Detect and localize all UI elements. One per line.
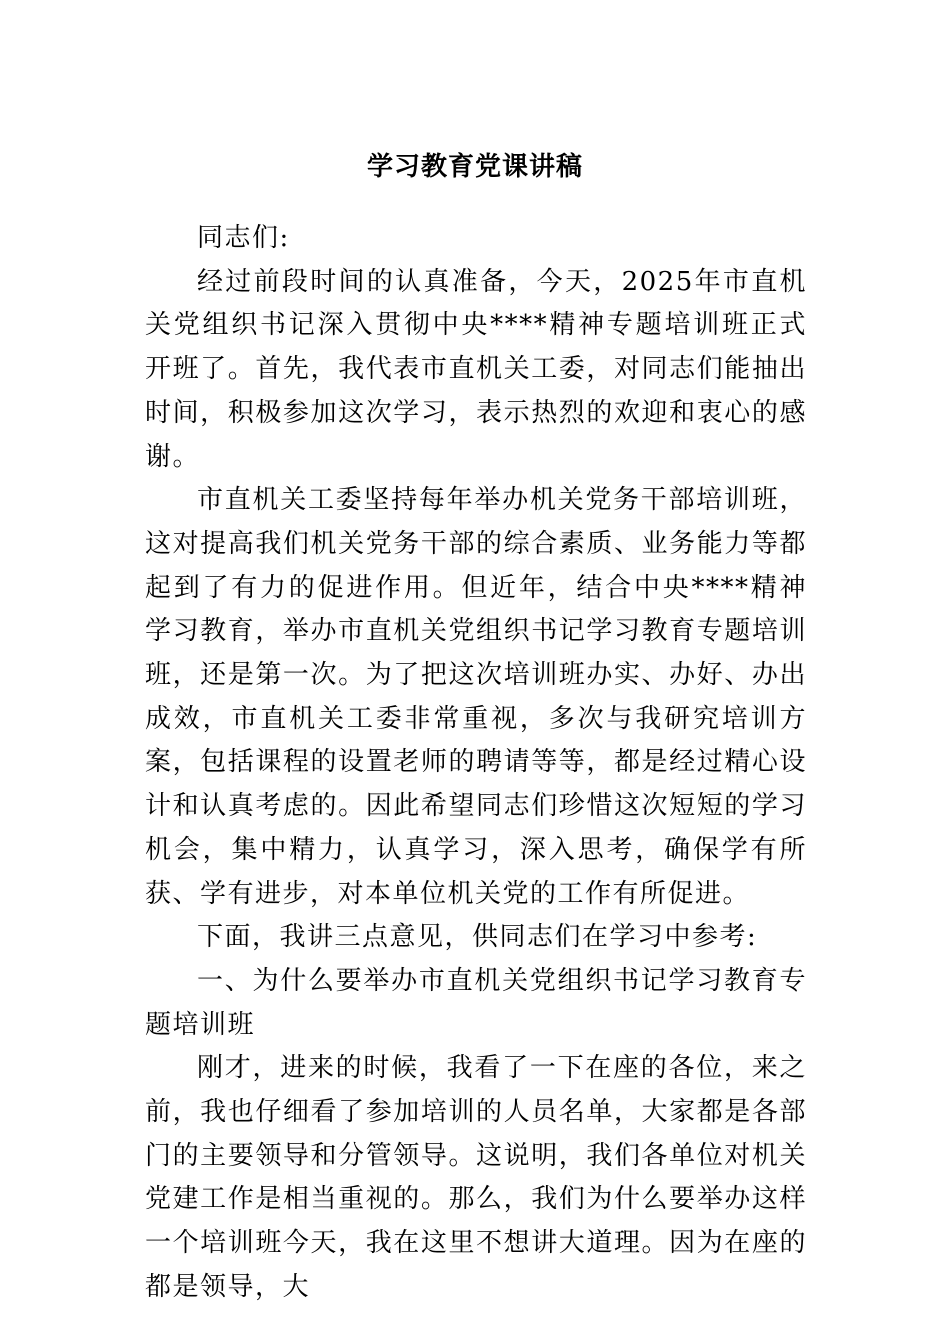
paragraph: 刚才，进来的时候，我看了一下在座的各位，来之前，我也仔细看了参加培训的人员名单，大家都是各部门的主要领导和分管领导。这说明，我们各单位对机关党建工作是相当重视的。那么，我们为什么要举办这样一个培训班今天，我在这里不想讲大道理。因为在座的都是领导，大 — [145, 1053, 807, 1302]
salutation: 同志们: — [197, 223, 290, 253]
section-heading: 一、为什么要举办市直机关党组织书记学习教育专题培训班 — [145, 965, 807, 1040]
paragraph: 下面，我讲三点意见，供同志们在学习中参考: — [197, 922, 758, 953]
paragraph: 经过前段时间的认真准备，今天，2025年市直机关党组织书记深入贯彻中央****精神专题培训班正式开班了。首先，我代表市直机关工委，对同志们能抽出时间，积极参加这次学习，表示热烈的欢迎和衷心的感谢。 — [145, 266, 807, 472]
document-body — [145, 217, 807, 1310]
document-title: 学习教育党课讲稿 — [366, 152, 583, 182]
paragraph: 市直机关工委坚持每年举办机关党务干部培训班，这对提高我们机关党务干部的综合素质、业务能力等都起到了有力的促进作用。但近年，结合中央****精神学习教育，举办市直机关党组织书记学习教育专题培训班，还是第一次。为了把这次培训班办实、办好、办出成效，市直机关工委非常重视，多次与我研究培训方案，包括课程的设置老师的聘请等等，都是经过精心设计和认真考虑的。因此希望同志们珍惜这次短短的学习机会，集中精力，认真学习，深入思考，确保学有所获、学有进步，对本单位机关党的工作有所促进。 — [145, 485, 807, 909]
